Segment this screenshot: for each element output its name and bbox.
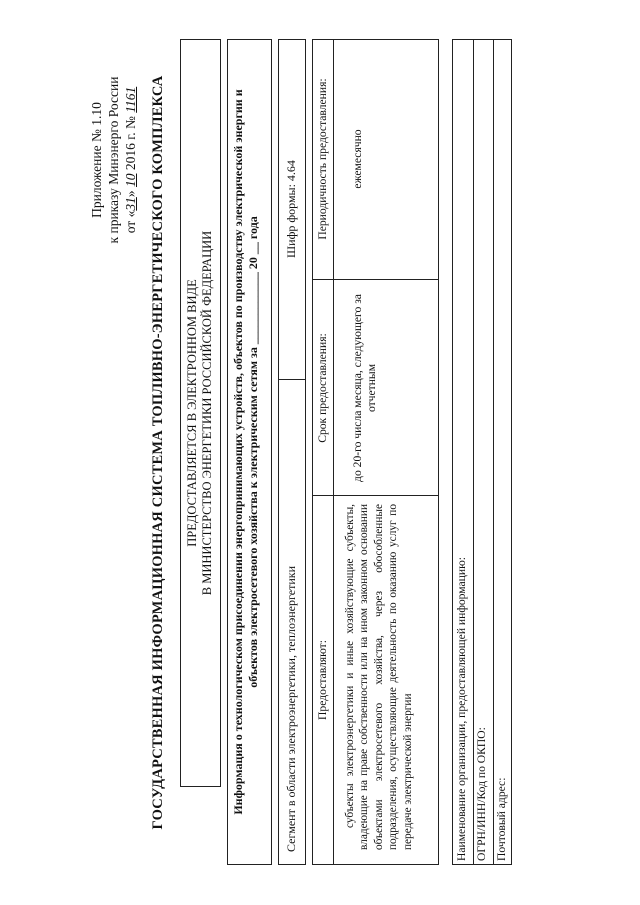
segment-row bbox=[278, 39, 306, 865]
report-title-box bbox=[227, 39, 272, 865]
header-periodicity: Периодичность предоставления: bbox=[316, 78, 329, 240]
header-providers: Предоставляют: bbox=[316, 640, 329, 720]
org-divider-1 bbox=[473, 40, 474, 864]
providers-table bbox=[312, 39, 439, 865]
appendix-month: 10 bbox=[123, 173, 138, 188]
header-deadline: Срок предоставления: bbox=[316, 333, 329, 443]
org-divider-2 bbox=[493, 40, 494, 864]
org-name-field: Наименование организации, предоставляющей информацию: bbox=[455, 557, 468, 861]
organization-info-block bbox=[452, 39, 512, 865]
report-title-line-2: объектов электросетевого хозяйства к электрическим сетям за ____________ 20 __ года bbox=[245, 216, 260, 688]
appendix-header bbox=[88, 55, 139, 265]
appendix-day: 31 bbox=[123, 197, 138, 211]
page-title: ГОСУДАРСТВЕННАЯ ИНФОРМАЦИОННАЯ СИСТЕМА ТОПЛИВНО-ЭНЕРГЕТИЧЕСКОГО КОМПЛЕКСА bbox=[150, 75, 166, 830]
address-field: Почтовый адрес: bbox=[495, 777, 508, 861]
submission-notice-box bbox=[180, 39, 221, 787]
appendix-order-ref: к приказу Минэнерго России bbox=[106, 76, 121, 244]
form-code: Шифр формы: 4.64 bbox=[284, 160, 298, 258]
segment-label: Сегмент в области электроэнергетики, теплоэнергетики bbox=[284, 565, 298, 852]
periodicity-value: ежемесячно bbox=[351, 129, 364, 189]
appendix-order-number: 1161 bbox=[123, 86, 138, 113]
report-title-line-1: Информация о технологическом присоединении энергопринимающих устройств, объектов по производству электрической энергии и bbox=[231, 89, 245, 815]
appendix-number: Приложение № 1.10 bbox=[89, 102, 104, 218]
providers-description: субъекты электроэнергетики и иные хозяйствующие субъекты, владеющие на праве собственности или на ином законном основании объектами электросетевого хозяйства, через обособленные подразделения, осуществляющие деятельность по оказанию услуг по передаче электрической энергии bbox=[344, 504, 414, 850]
table-col-divider-2 bbox=[313, 279, 438, 280]
submission-line-2: В МИНИСТЕРСТВО ЭНЕРГЕТИКИ РОССИЙСКОЙ ФЕДЕРАЦИИ bbox=[200, 230, 214, 596]
table-header-divider bbox=[333, 40, 334, 864]
table-col-divider-1 bbox=[313, 495, 438, 496]
deadline-value: до 20-го числа месяца, следующего за отчетным bbox=[351, 294, 378, 482]
ogrn-field: ОГРН/ИНН/Код по ОКПО: bbox=[475, 727, 488, 861]
appendix-year: 2016 bbox=[123, 143, 138, 171]
submission-line-1: ПРЕДОСТАВЛЯЕТСЯ В ЭЛЕКТРОННОМ ВИДЕ bbox=[185, 279, 199, 547]
appendix-date-line: от «31» 10 2016 г. № 1161 bbox=[123, 86, 138, 234]
